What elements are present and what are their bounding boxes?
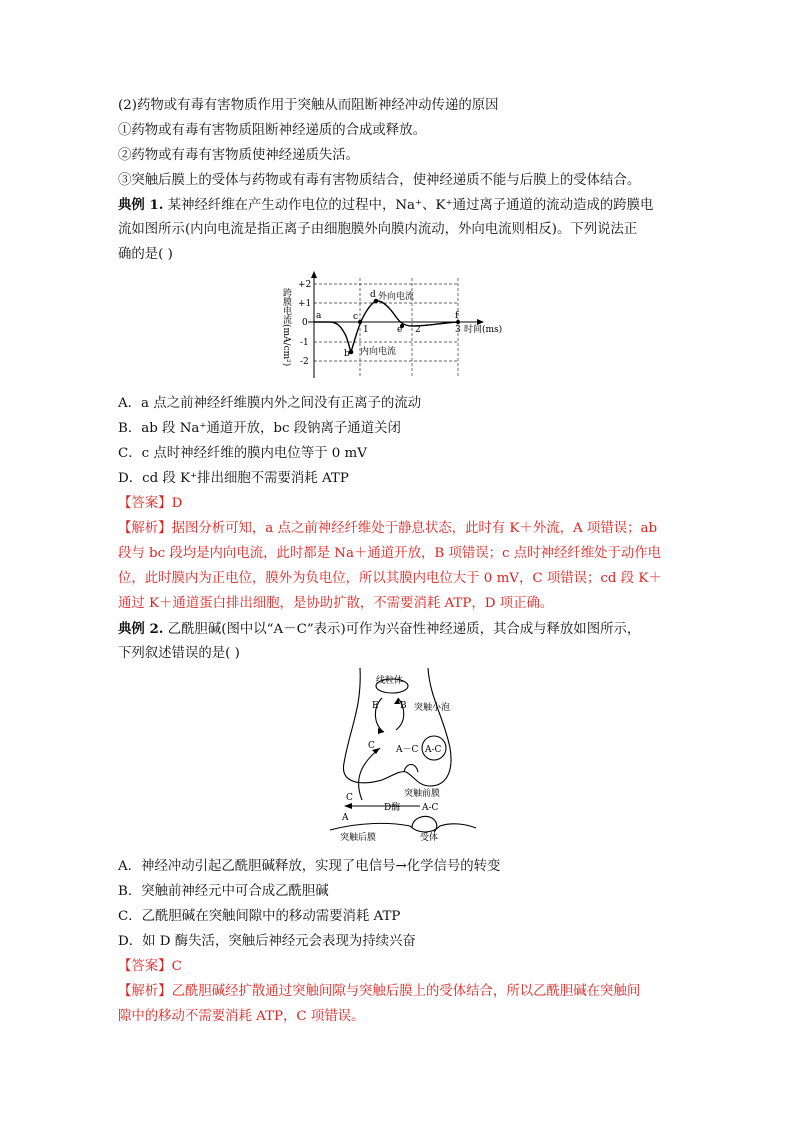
example1-label: 典例 1. — [118, 197, 164, 213]
point-label-f: f — [455, 311, 459, 321]
example2-option: D．如 D 酶失活，突触后神经元会表现为持续兴奋 — [118, 934, 416, 949]
y-axis-arrow-icon — [311, 271, 317, 278]
intro-heading: (2)药物或有毒有害物质作用于突触从而阻断神经冲动传递的原因 — [118, 98, 499, 113]
label-AC-in-vesicle: A-C — [425, 745, 442, 755]
y-axis-label: 跨膜电流(mA/cm²) — [281, 288, 291, 367]
y-tick-label: -2 — [300, 357, 309, 367]
postsynaptic-membrane-line — [330, 823, 476, 832]
label-C: C — [368, 741, 375, 751]
example1-stem-text: 某神经纤维在产生动作电位的过程中，Na⁺、K⁺通过离子通道的流动造成的跨膜电 — [167, 198, 654, 213]
analysis-tag: 【解析】 — [118, 984, 172, 999]
intro-point: ③突触后膜上的受体与药物或有毒有害物质结合，使神经递质不能与后膜上的受体结合。 — [118, 173, 641, 188]
answer-value: D — [171, 496, 183, 511]
example2-option: C．乙酰胆碱在突触间隙中的移动需要消耗 ATP — [118, 909, 401, 924]
x-tick-label: 1 — [363, 325, 369, 335]
answer-tag: 【答案】 — [118, 496, 172, 511]
example2-stem-line: 下列叙述错误的是( ) — [118, 646, 240, 661]
label-presynaptic-membrane: 突触前膜 — [404, 789, 441, 799]
point-label-c: c — [353, 312, 359, 322]
y-tick-label: +2 — [298, 280, 312, 290]
point-label-d: d — [370, 290, 376, 300]
label-A: A — [342, 813, 349, 823]
example1-stem-line: 流如图所示(内向电流是指正离子由细胞膜外向膜内流动，外向电流则相反)。下列说法正 — [118, 222, 638, 237]
example1-analysis-line: 位，此时膜内为正电位，膜外为负电位，所以其膜内电位大于 0 mV，C 项错误；cd 段 K＋ — [118, 571, 662, 586]
example1-stem-line: 确的是( ) — [118, 247, 173, 262]
x-tick-label: 2 — [415, 325, 421, 335]
label-vesicle: 突触小泡 — [414, 703, 451, 713]
y-tick-label: -1 — [300, 338, 309, 348]
example1-analysis-line: 通过 K＋通道蛋白排出细胞，是协助扩散，不需要消耗 ATP，D 项正确。 — [118, 596, 554, 611]
releasing-vesicle-shape — [404, 765, 418, 773]
intro-point: ②药物或有毒有害物质使神经递质失活。 — [118, 148, 360, 163]
choline-return-arrow — [359, 748, 380, 800]
point-label-b: b — [344, 349, 350, 359]
example2-analysis-line: 隙中的移动不需要消耗 ATP，C 项错误。 — [118, 1009, 365, 1024]
label-B: B — [400, 701, 407, 711]
point-c-marker — [358, 320, 362, 324]
analysis-text: 据图分析可知，a 点之前神经纤维处于静息状态，此时有 K＋外流，A 项错误；ab — [171, 521, 658, 536]
membrane-current-figure — [280, 270, 520, 385]
arrowhead-icon — [344, 803, 352, 809]
label-receptor: 受体 — [420, 833, 439, 843]
example1-answer — [118, 494, 182, 514]
example2-stem-text: 乙酰胆碱(图中以“A－C”表示)可作为兴奋性神经递质，其合成与释放如图所示， — [167, 622, 641, 637]
example2-label: 典例 2. — [118, 621, 164, 637]
y-tick-label: +1 — [298, 299, 312, 309]
current-curve — [314, 301, 458, 352]
label-D-enzyme: D酶 — [384, 803, 401, 813]
example2-option: A．神经冲动引起乙酰胆碱释放，实现了电信号→化学信号的转变 — [118, 859, 501, 874]
label-mitochondrion: 线粒体 — [376, 676, 404, 686]
example1-option: A．a 点之前神经纤维膜内外之间没有正离子的流动 — [118, 396, 422, 411]
example1-option: C．c 点时神经纤维的膜内电位等于 0 mV — [118, 446, 367, 461]
outward-current-label: 外向电流 — [378, 292, 415, 302]
y-tick-label: 0 — [302, 318, 308, 328]
label-E: E — [372, 701, 379, 711]
example2-answer — [118, 957, 182, 977]
analysis-text: 乙酰胆碱经扩散通过突触间隙与突触后膜上的受体结合，所以乙酰胆碱在突触间 — [171, 984, 641, 999]
point-label-a: a — [316, 311, 322, 321]
synapse-diagram — [320, 668, 480, 848]
label-AC: A－C — [396, 745, 419, 755]
label-C-cleft: C — [346, 793, 353, 803]
example2-option: B．突触前神经元中可合成乙酰胆碱 — [118, 884, 329, 899]
example1-option: D．cd 段 K⁺排出细胞不需要消耗 ATP — [118, 471, 349, 486]
example1-stem-line — [118, 195, 653, 216]
example1-option: B．ab 段 Na⁺通道开放，bc 段钠离子通道关闭 — [118, 421, 401, 436]
x-tick-label: 3 — [455, 325, 461, 335]
example2-stem-line — [118, 619, 640, 640]
example1-analysis-line: 段与 bc 段均是内向电流，此时都是 Na＋通道开放，B 项错误；c 点时神经纤维处于动作电 — [118, 546, 662, 561]
intro-point: ①药物或有毒有害物质阻断神经递质的合成或释放。 — [118, 123, 426, 138]
x-axis-label: 时间(ms) — [464, 325, 503, 335]
label-AC-cleft: A-C — [422, 803, 439, 813]
point-label-e: e — [397, 325, 403, 335]
example1-analysis-line — [118, 519, 657, 539]
answer-tag: 【答案】 — [118, 959, 172, 974]
example2-analysis-line — [118, 982, 640, 1002]
answer-value: C — [171, 959, 182, 974]
label-postsynaptic-membrane: 突触后膜 — [340, 833, 377, 843]
analysis-tag: 【解析】 — [118, 521, 172, 536]
inward-current-label: 内向电流 — [360, 347, 397, 357]
